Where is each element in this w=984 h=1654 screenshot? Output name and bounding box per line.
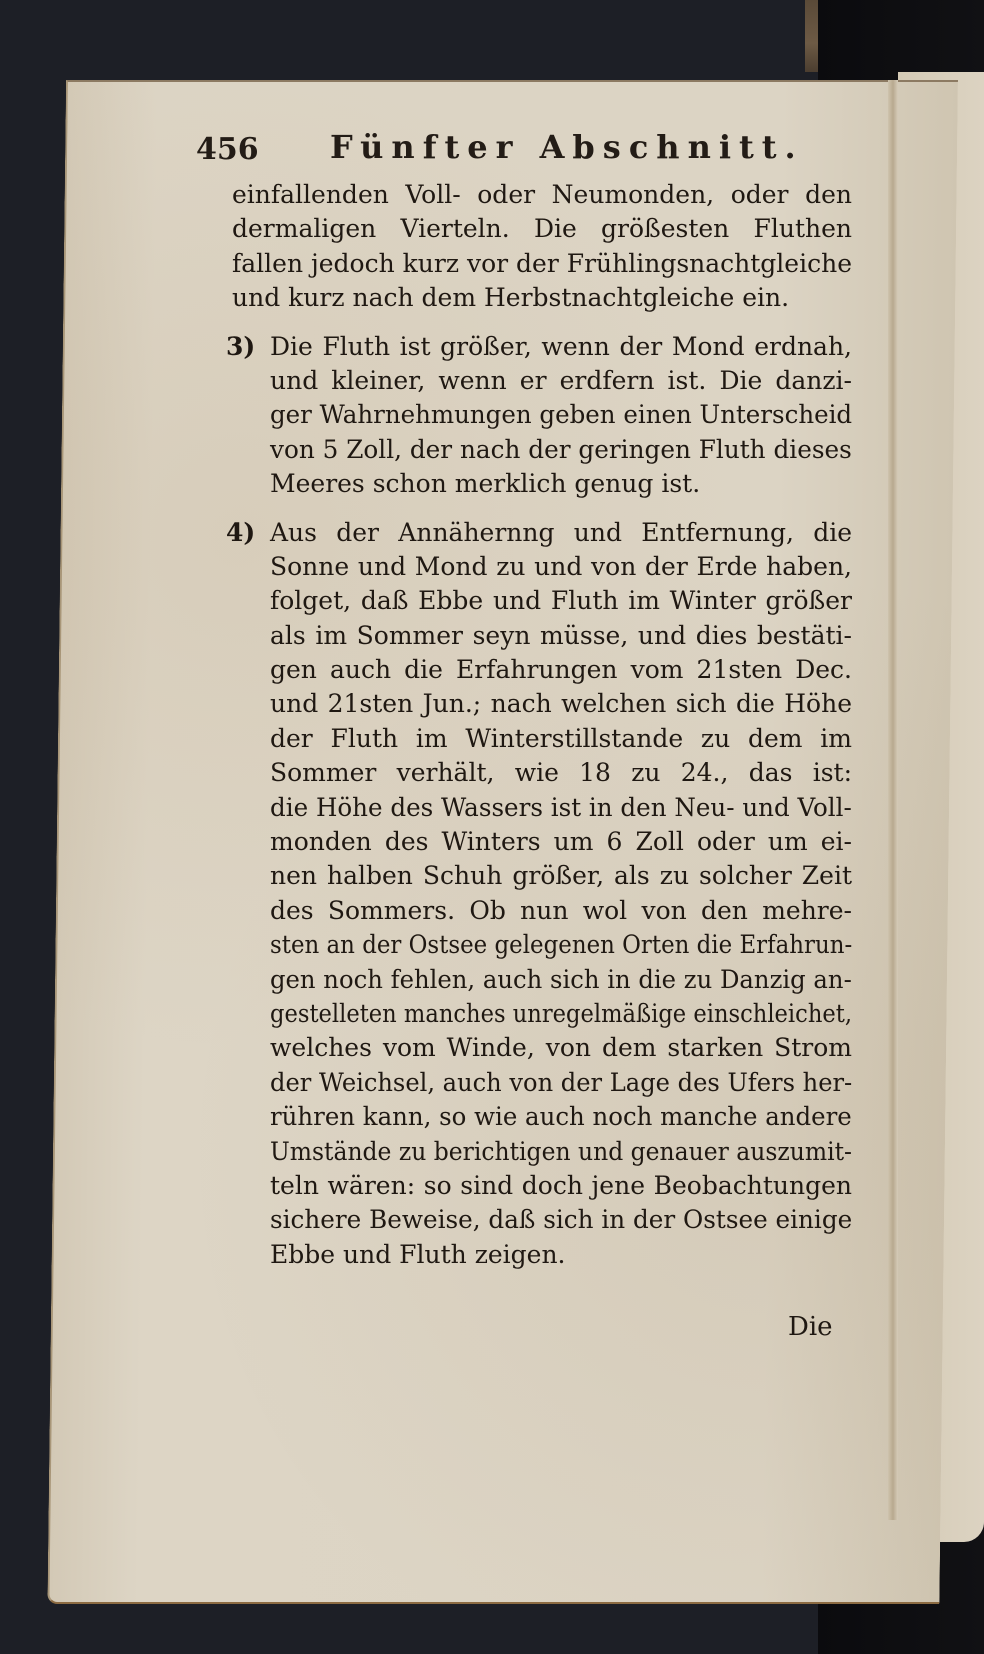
chapter-title: Fünfter Abschnitt. <box>330 128 804 166</box>
running-head <box>190 128 870 172</box>
text-line: die Höhe des Wassers ist in den Neu- und Voll- <box>270 792 852 822</box>
text-line: Sonne und Mond zu und von der Erde haben, <box>270 551 852 581</box>
text-line: dermaligen Vierteln. Die größesten Fluthen <box>232 214 852 244</box>
text-line: als im Sommer seyn müsse, und dies bestäti- <box>270 620 852 650</box>
text-line: monden des Winters um 6 Zoll oder um ei- <box>270 827 852 857</box>
gutter-fold <box>888 80 898 1520</box>
line <box>232 791 852 825</box>
line <box>232 894 852 928</box>
line <box>226 330 852 364</box>
line <box>232 653 852 687</box>
line <box>232 1169 852 1203</box>
text-line: Die Fluth ist größer, wenn der Mond erdnah, <box>270 331 852 361</box>
line <box>232 178 852 212</box>
text-line: des Sommers. Ob nun wol von den mehre- <box>270 895 852 925</box>
text-line: Aus der Annähernng und Entfernung, die <box>270 517 852 547</box>
text-line: gen auch die Erfahrungen vom 21sten Dec. <box>270 655 852 685</box>
text-line: Meeres schon merklich genug ist. <box>270 469 701 499</box>
line <box>232 550 852 584</box>
text-line: der Fluth im Winterstillstande zu dem im <box>270 723 852 753</box>
text-line: sichere Beweise, daß sich in der Ostsee einige <box>270 1205 853 1235</box>
text-line: und kleiner, wenn er erdfern ist. Die danzi- <box>270 365 852 395</box>
paragraph <box>226 330 853 502</box>
item-number: 3) <box>226 331 256 361</box>
line <box>232 1135 852 1169</box>
text-line: Umstände zu berichtigen und genauer auszumit- <box>270 1136 852 1166</box>
line <box>232 467 852 501</box>
line <box>232 247 852 281</box>
text-line: teln wären: so sind doch jene Beobachtungen <box>270 1170 852 1200</box>
line <box>232 825 852 859</box>
text-line: gestelleten manches unregelmäßige einschleichet, <box>270 998 853 1028</box>
text-line: fallen jedoch kurz vor der Frühlingsnachtgleiche <box>232 248 852 278</box>
body-text <box>226 178 853 1272</box>
page-number: 456 <box>196 132 259 167</box>
text-line: folget, daß Ebbe und Fluth im Winter größer <box>270 586 852 616</box>
text-line: Sommer verhält, wie 18 zu 24., das ist: <box>270 758 852 788</box>
line <box>232 364 852 398</box>
line <box>232 722 852 756</box>
line <box>232 997 852 1031</box>
text-line: rühren kann, so wie auch noch manche andere <box>270 1102 852 1132</box>
line <box>232 1238 852 1272</box>
paragraph <box>226 516 853 1273</box>
line <box>232 584 852 618</box>
line <box>232 687 852 721</box>
line <box>232 212 852 246</box>
text-line: einfallenden Voll- oder Neumonden, oder den <box>232 180 852 209</box>
text-line: von 5 Zoll, der nach der geringen Fluth dieses <box>270 434 852 464</box>
line <box>232 281 852 315</box>
line <box>232 963 852 997</box>
text-line: und 21sten Jun.; nach welchen sich die Höhe <box>270 689 852 719</box>
line <box>232 398 852 432</box>
paragraph-gap <box>232 502 852 516</box>
text-line: nen halben Schuh größer, als zu solcher Zeit <box>270 861 852 891</box>
text-line: und kurz nach dem Herbstnachtgleiche ein. <box>232 283 790 313</box>
paragraph-gap <box>232 316 852 330</box>
text-line: gen noch fehlen, auch sich in die zu Danzig an- <box>270 964 852 994</box>
line <box>232 1203 852 1237</box>
line <box>232 1031 852 1065</box>
line <box>232 1066 852 1100</box>
text-line: Ebbe und Fluth zeigen. <box>270 1239 566 1269</box>
text-line: der Weichsel, auch von der Lage des Ufers her- <box>270 1067 853 1097</box>
line <box>232 859 852 893</box>
line <box>232 619 852 653</box>
text-line: welches vom Winde, von dem starken Strom <box>270 1033 852 1063</box>
catchword: Die <box>788 1312 833 1342</box>
line <box>232 756 852 790</box>
item-number: 4) <box>226 517 256 547</box>
text-line: sten an der Ostsee gelegenen Orten die Erfahrun- <box>270 930 853 960</box>
line <box>226 516 852 550</box>
paragraph <box>232 178 852 316</box>
line <box>232 1100 852 1134</box>
text-line: ger Wahrnehmungen geben einen Unterscheid <box>270 400 853 430</box>
line <box>232 928 852 962</box>
line <box>232 433 852 467</box>
